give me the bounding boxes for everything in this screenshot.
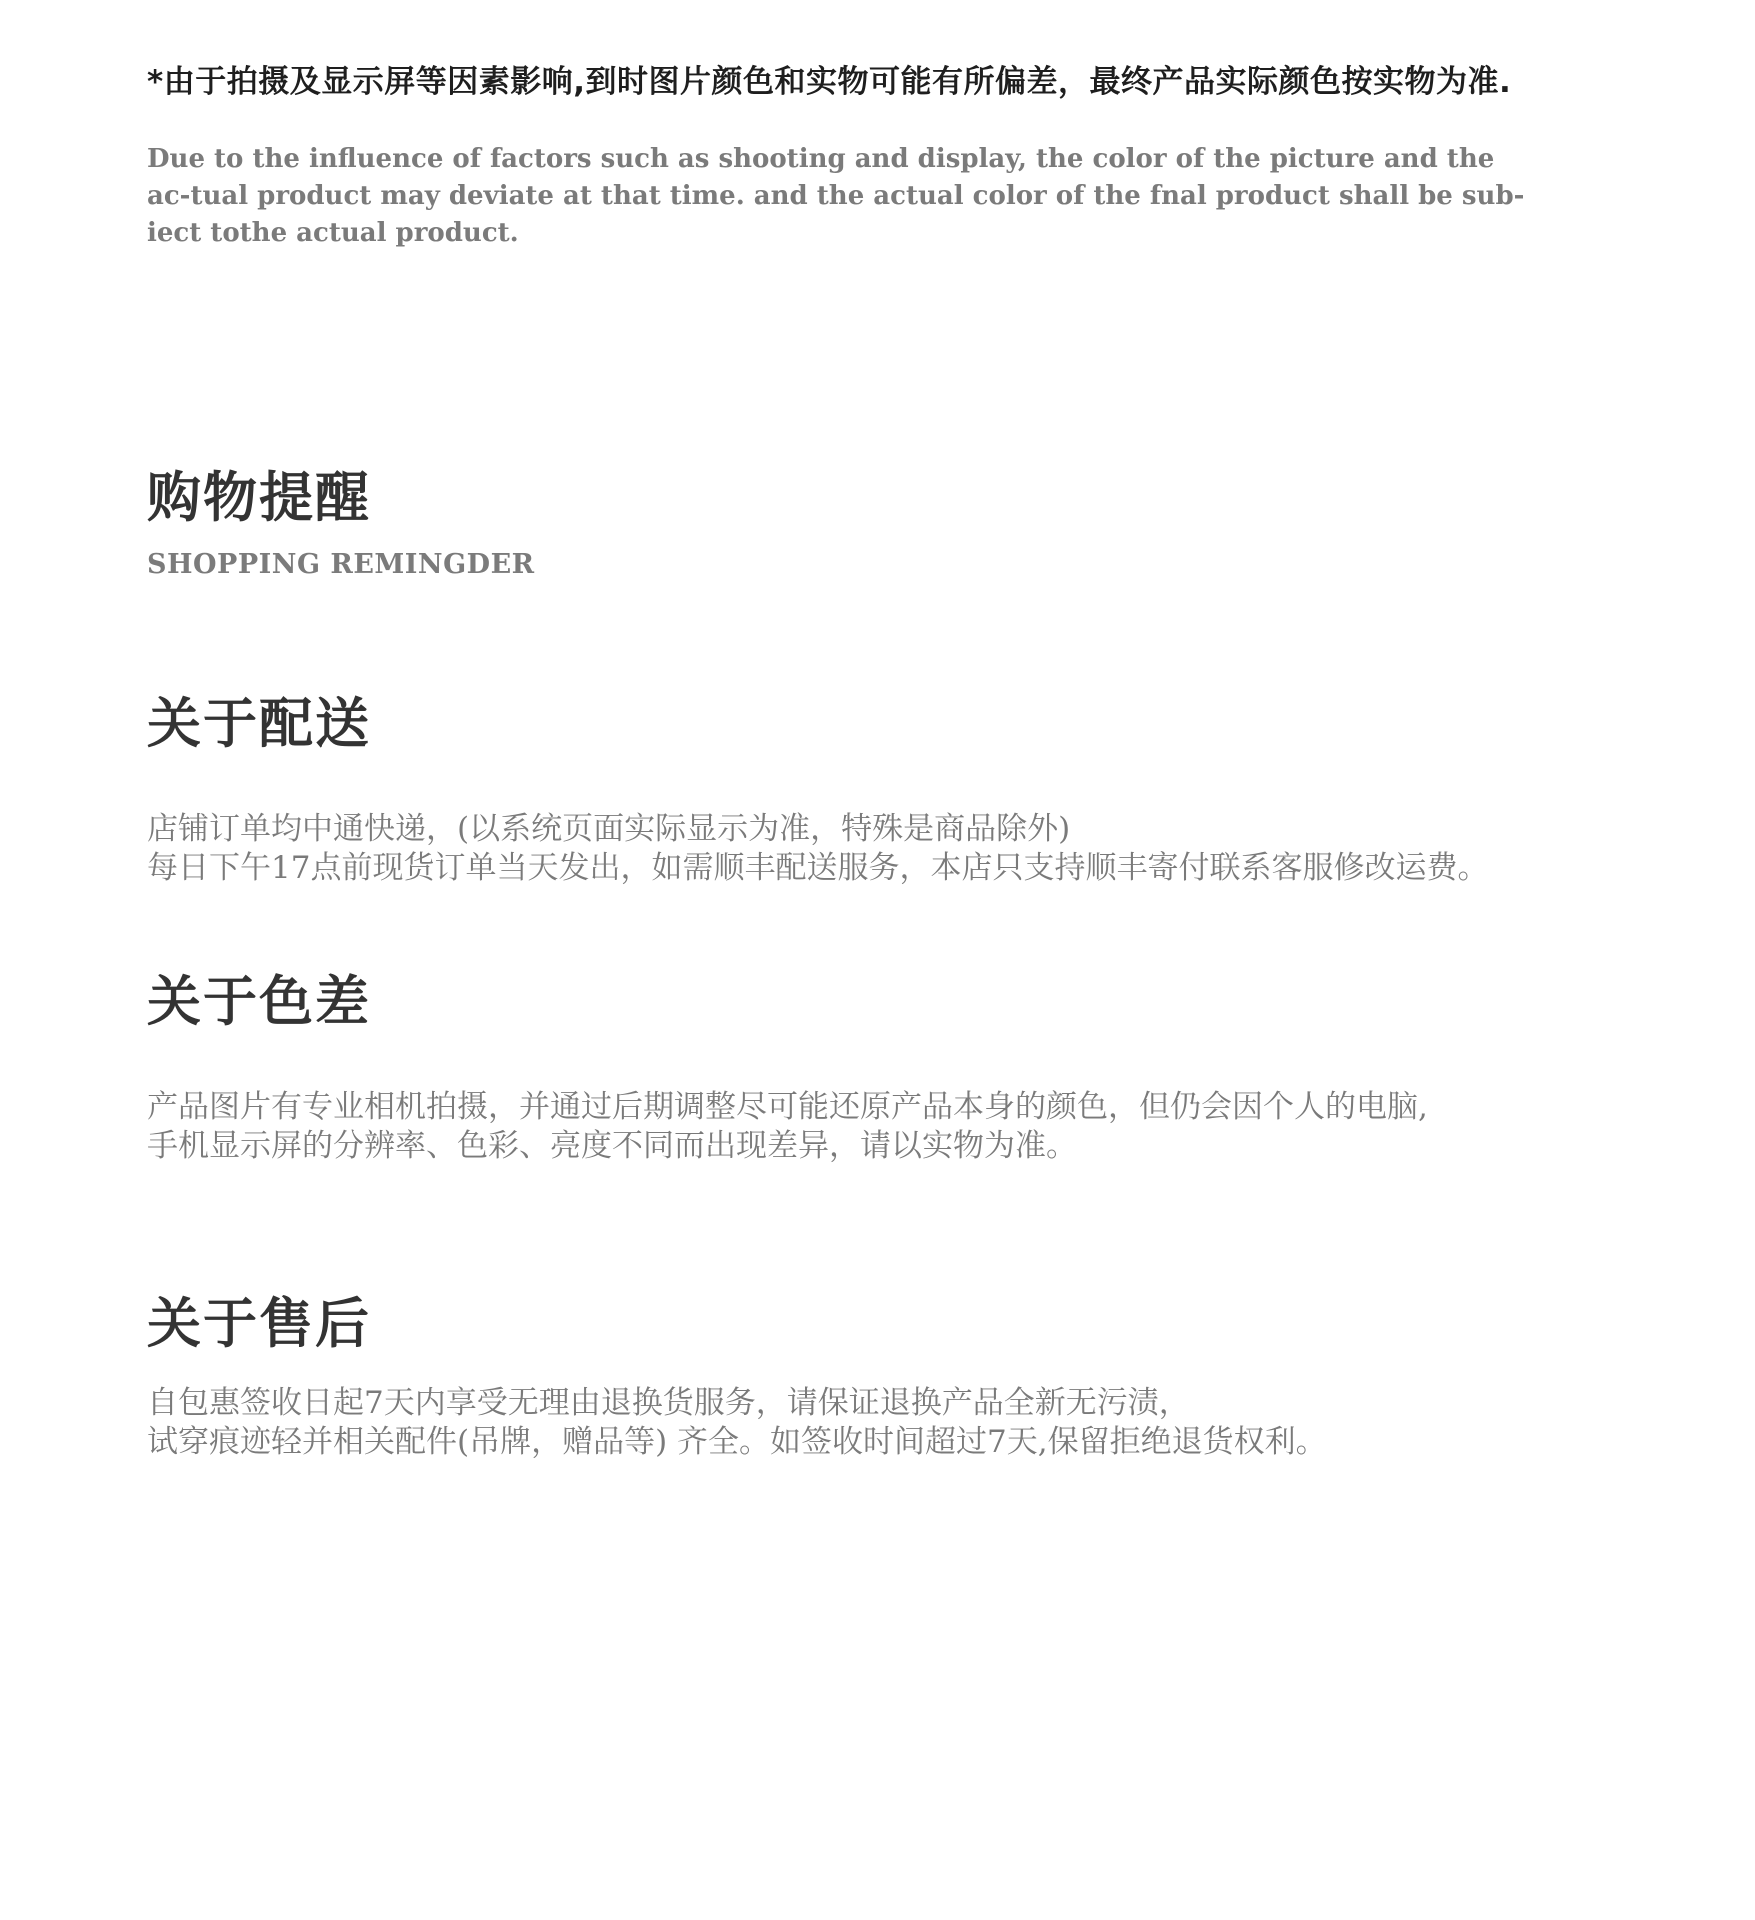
color-deviation-notice-zh: *由于拍摄及显示屏等因素影响,到时图片颜色和实物可能有所偏差，最终产品实际颜色按实物为准. <box>147 64 1512 100</box>
delivery-line: 店铺订单均中通快递，(以系统页面实际显示为准，特殊是商品除外) <box>147 811 1071 847</box>
color-deviation-notice-en <box>147 141 1607 252</box>
color-difference-section-text <box>147 1088 1627 1166</box>
shopping-reminder-title: 购物提醒 <box>147 466 371 529</box>
delivery-line: 每日下午17点前现货订单当天发出，如需顺丰配送服务，本店只支持顺丰寄付联系客服修改运费。 <box>147 850 1489 886</box>
after-sales-line: 试穿痕迹轻并相关配件(吊牌，赠品等) 齐全。如签收时间超过7天,保留拒绝退货权利。 <box>147 1424 1327 1460</box>
after-sales-section-title: 关于售后 <box>147 1292 371 1355</box>
delivery-section-title: 关于配送 <box>147 692 371 755</box>
notice-en-line: ac-tual product may deviate at that time. and the actual color of the fnal product shall be sub- <box>147 181 1525 211</box>
after-sales-line: 自包惠签收日起7天内享受无理由退换货服务，请保证退换产品全新无污渍， <box>147 1385 1190 1421</box>
color-difference-section-title: 关于色差 <box>147 970 371 1033</box>
notice-en-line: iect tothe actual product. <box>147 218 519 248</box>
delivery-section-text <box>147 810 1627 888</box>
after-sales-section-text <box>147 1384 1627 1462</box>
color-difference-line: 产品图片有专业相机拍摄，并通过后期调整尽可能还原产品本身的颜色，但仍会因个人的电脑, <box>147 1089 1428 1125</box>
shopping-reminder-subtitle: SHOPPING REMINGDER <box>147 549 535 580</box>
color-difference-line: 手机显示屏的分辨率、色彩、亮度不同而出现差异，请以实物为准。 <box>147 1128 1077 1164</box>
notice-en-line: Due to the influence of factors such as shooting and display, the color of the picture and the <box>147 144 1495 174</box>
